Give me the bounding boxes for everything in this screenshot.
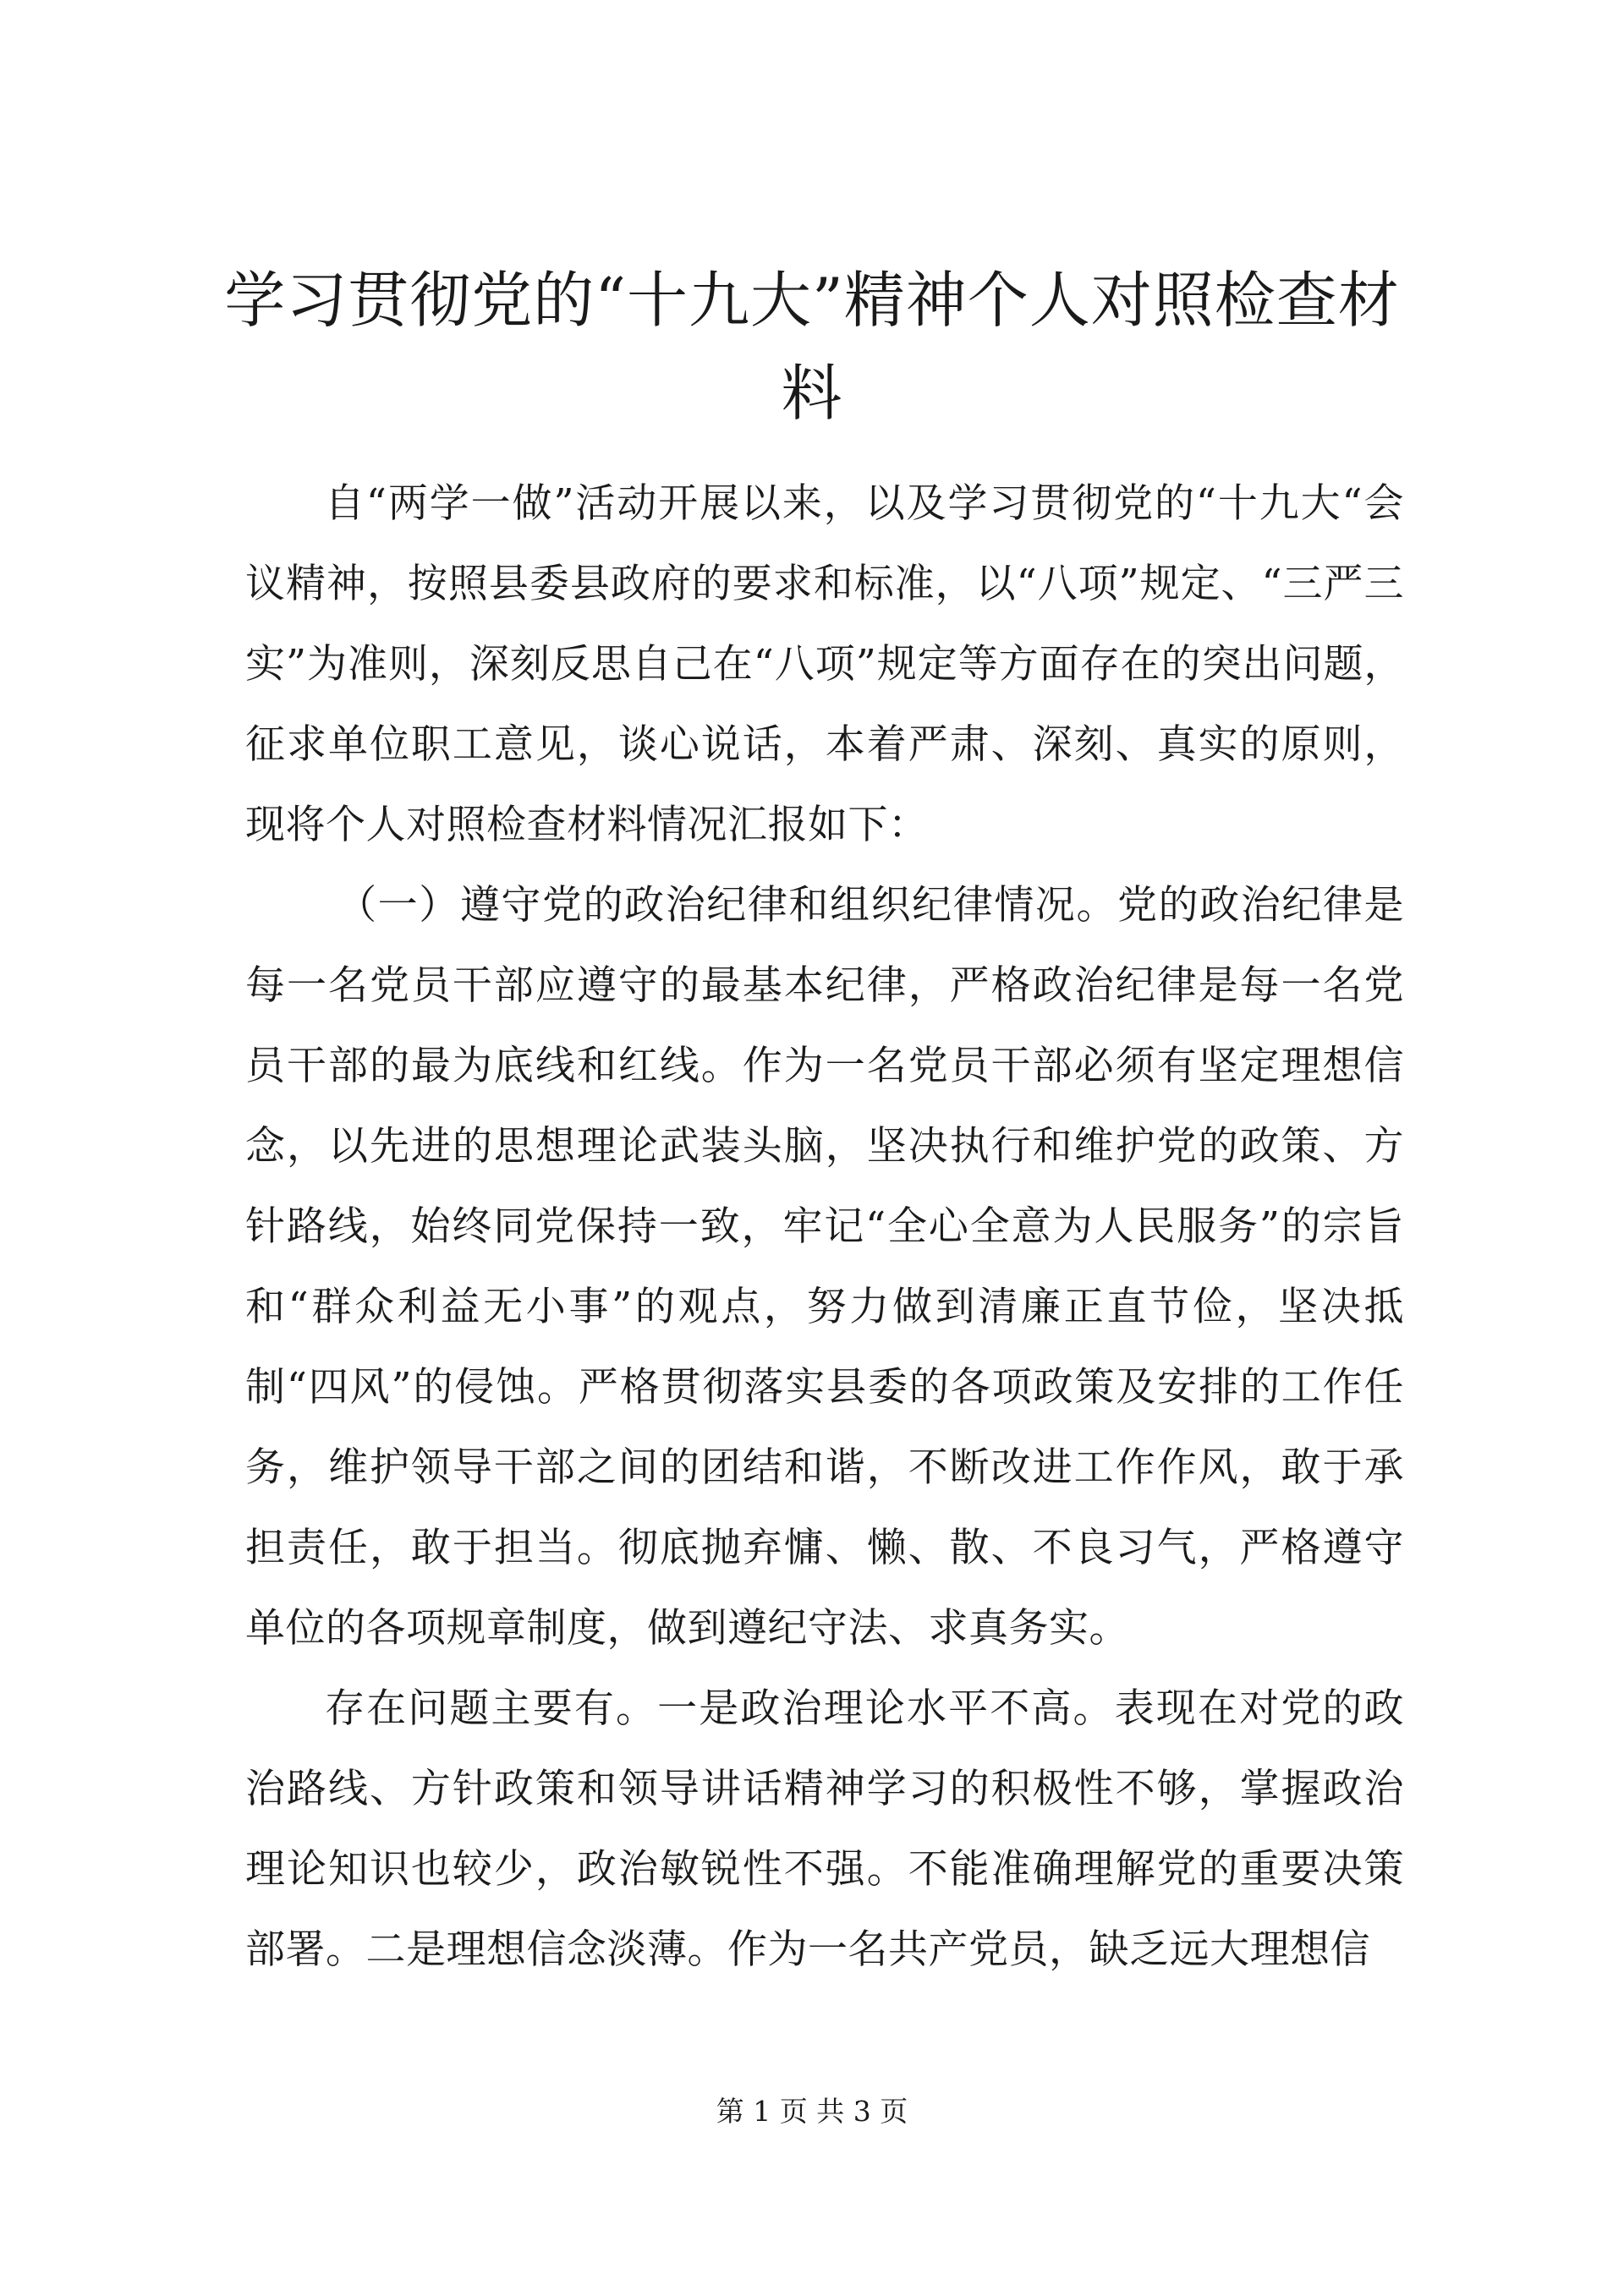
problems-paragraph: 存在问题主要有。一是政治理论水平不高。表现在对党的政治路线、方针政策和领导讲话精神学习的积极性不够，掌握政治理论知识也较少，政治敏锐性不强。不能准确理解党的重要决策部署。二是理想信念淡薄。作为一名共产党员，缺乏远大理想信 [245, 1685, 1404, 1973]
document-body [245, 463, 1404, 1990]
section-one-paragraph: （一）遵守党的政治纪律和组织纪律情况。党的政治纪律是每一名党员干部应遵守的最基本纪律，严格政治纪律是每一名党员干部的最为底线和红线。作为一名党员干部必须有坚定理想信念，以先进的思想理论武装头脑，坚决执行和维护党的政策、方针路线，始终同党保持一致，牢记“全心全意为人民服务”的宗旨和“群众利益无小事”的观点，努力做到清廉正直节俭，坚决抵制“四风”的侵蚀。严格贯彻落实县委的各项政策及安排的工作任务，维护领导干部之间的团结和谐，不断改进工作作风，敢于承担责任，敢于担当。彻底抛弃慵、懒、散、不良习气，严格遵守单位的各项规章制度，做到遵纪守法、求真务实。 [245, 882, 1404, 1652]
page-number-footer: 第 1 页 共 3 页 [716, 2095, 908, 2128]
document-title: 学习贯彻党的“十九大”精神个人对照检查材料 [224, 265, 1400, 429]
intro-paragraph: 自“两学一做”活动开展以来，以及学习贯彻党的“十九大“会议精神，按照县委县政府的要求和标准，以“八项”规定、“三严三实”为准则，深刻反思自己在“八项”规定等方面存在的突出问题，征求单位职工意见，谈心说话，本着严肃、深刻、真实的原则，现将个人对照检查材料情况汇报如下： [245, 480, 1404, 848]
